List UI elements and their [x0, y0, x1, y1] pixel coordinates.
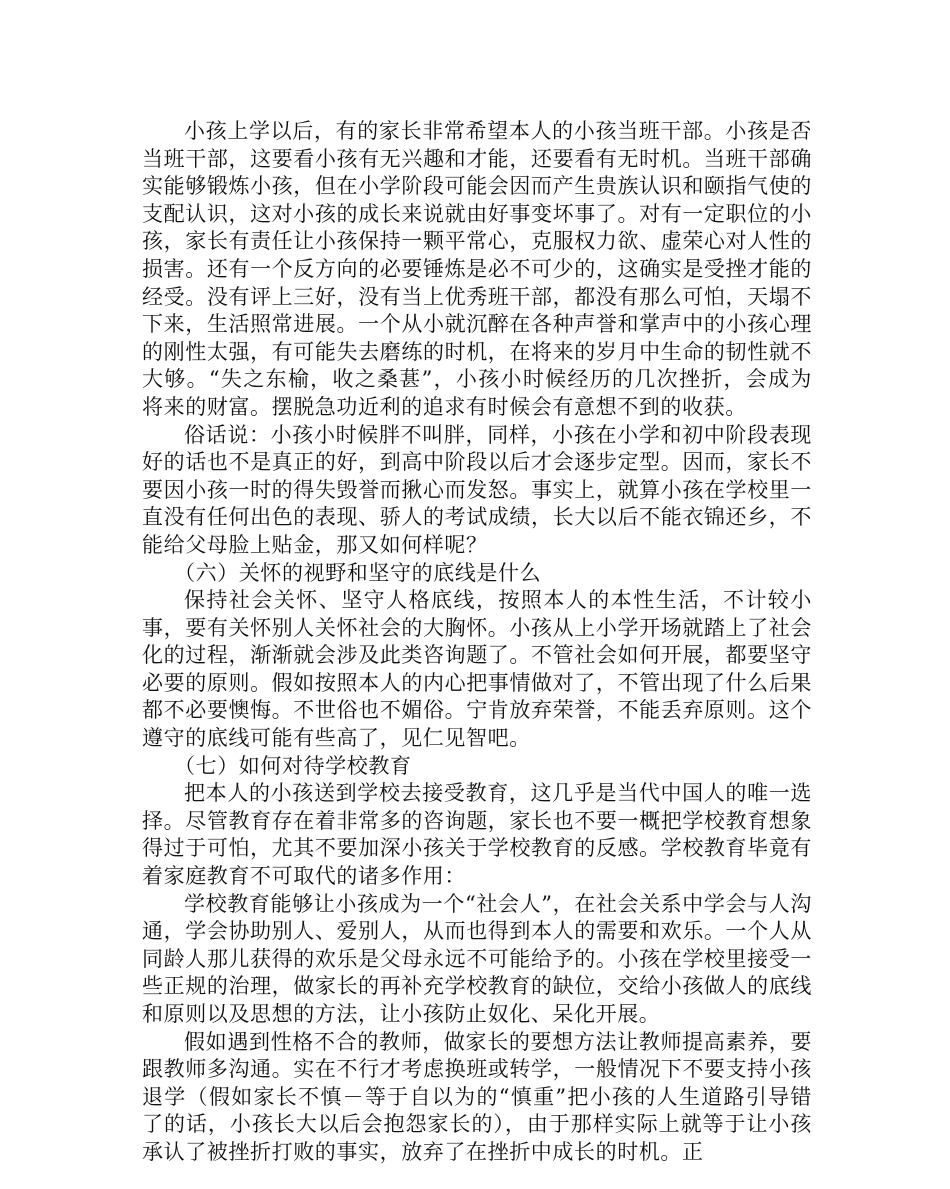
paragraph-social-care: 保持社会关怀、坚守人格底线，按照本人的本性生活，不计较小事，要有关怀别人关怀社会的大胸怀。小孩从上小学开场就踏上了社会化的过程，渐渐就会涉及此类咨询题了。不管社会如何开展，都要坚守必要的原则。假如按照本人的内心把事情做对了，不管出现了什么后果都不必要懊悔。不世俗也不媚俗。宁肯放弃荣誉，不能丢弃原则。这个遵守的底线可能有些高了，见仁见智吧。 [142, 588, 812, 751]
paragraph-proverb: 俗话说：小孩小时候胖不叫胖，同样，小孩在小学和初中阶段表现好的话也不是真正的好，到高中阶段以后才会逐步定型。因而，家长不要因小孩一时的得失毁誉而揪心而发怒。事实上，就算小孩在学校里一直没有任何出色的表现、骄人的考试成绩，长大以后不能衣锦还乡，不能给父母脸上贴金，那又如何样呢？ [142, 422, 812, 557]
section-heading-seven: （七）如何对待学校教育 [174, 753, 412, 778]
paragraph-social-person: 学校教育能够让小孩成为一个“社会人”，在社会关系中学会与人沟通，学会协助别人、爱别人，从而也得到本人的需要和欢乐。一个人从同龄人那儿获得的欢乐是父母永远不可能给予的。小孩在学校里接受一些正规的治理，做家长的再补充学校教育的缺位，交给小孩做人的底线和原则以及思想的方法，让小孩防止奴化、呆化开展。 [142, 891, 812, 1026]
paragraph-class-cadre: 小孩上学以后，有的家长非常希望本人的小孩当班干部。小孩是否当班干部，这要看小孩有无兴趣和才能，还要看有无时机。当班干部确实能够锻炼小孩，但在小学阶段可能会因而产生贵族认识和颐指气使的支配认识，这对小孩的成长来说就由好事变坏事了。对有一定职位的小孩，家长有责任让小孩保持一颗平常心，克服权力欲、虚荣心对人性的损害。还有一个反方向的必要锤炼是必不可少的，这确实是受挫才能的经受。没有评上三好，没有当上优秀班干部，都没有那么可怕，天塌不下来，生活照常进展。一个从小就沉醉在各种声誉和掌声中的小孩心理的刚性太强，有可能失去磨练的时机，在将来的岁月中生命的韧性就不大够。“失之东榆，收之桑葚”，小孩小时候经历的几次挫折，会成为将来的财富。摆脱急功近利的追求有时候会有意想不到的收获。 [142, 119, 812, 419]
document-body [142, 118, 812, 1167]
paragraph-school-education: 把本人的小孩送到学校去接受教育，这几乎是当代中国人的唯一选择。尽管教育存在着非常多的咨询题，家长也不要一概把学校教育想象得过于可怕，尤其不要加深小孩关于学校教育的反感。学校教育毕竟有着家庭教育不可取代的诸多作用： [142, 781, 812, 889]
section-heading-six: （六）关怀的视野和坚守的底线是什么 [174, 560, 542, 585]
paragraph-teacher: 假如遇到性格不合的教师，做家长的要想方法让教师提高素养，要跟教师多沟通。实在不行才考虑换班或转学，一般情况下不要支持小孩退学（假如家长不慎－等于自以为的“慎重”把小孩的人生道路引导错了的话，小孩长大以后会抱怨家长的），由于那样实际上就等于让小孩承认了被挫折打败的事实，放弃了在挫折中成长的时机。正 [142, 1029, 812, 1164]
